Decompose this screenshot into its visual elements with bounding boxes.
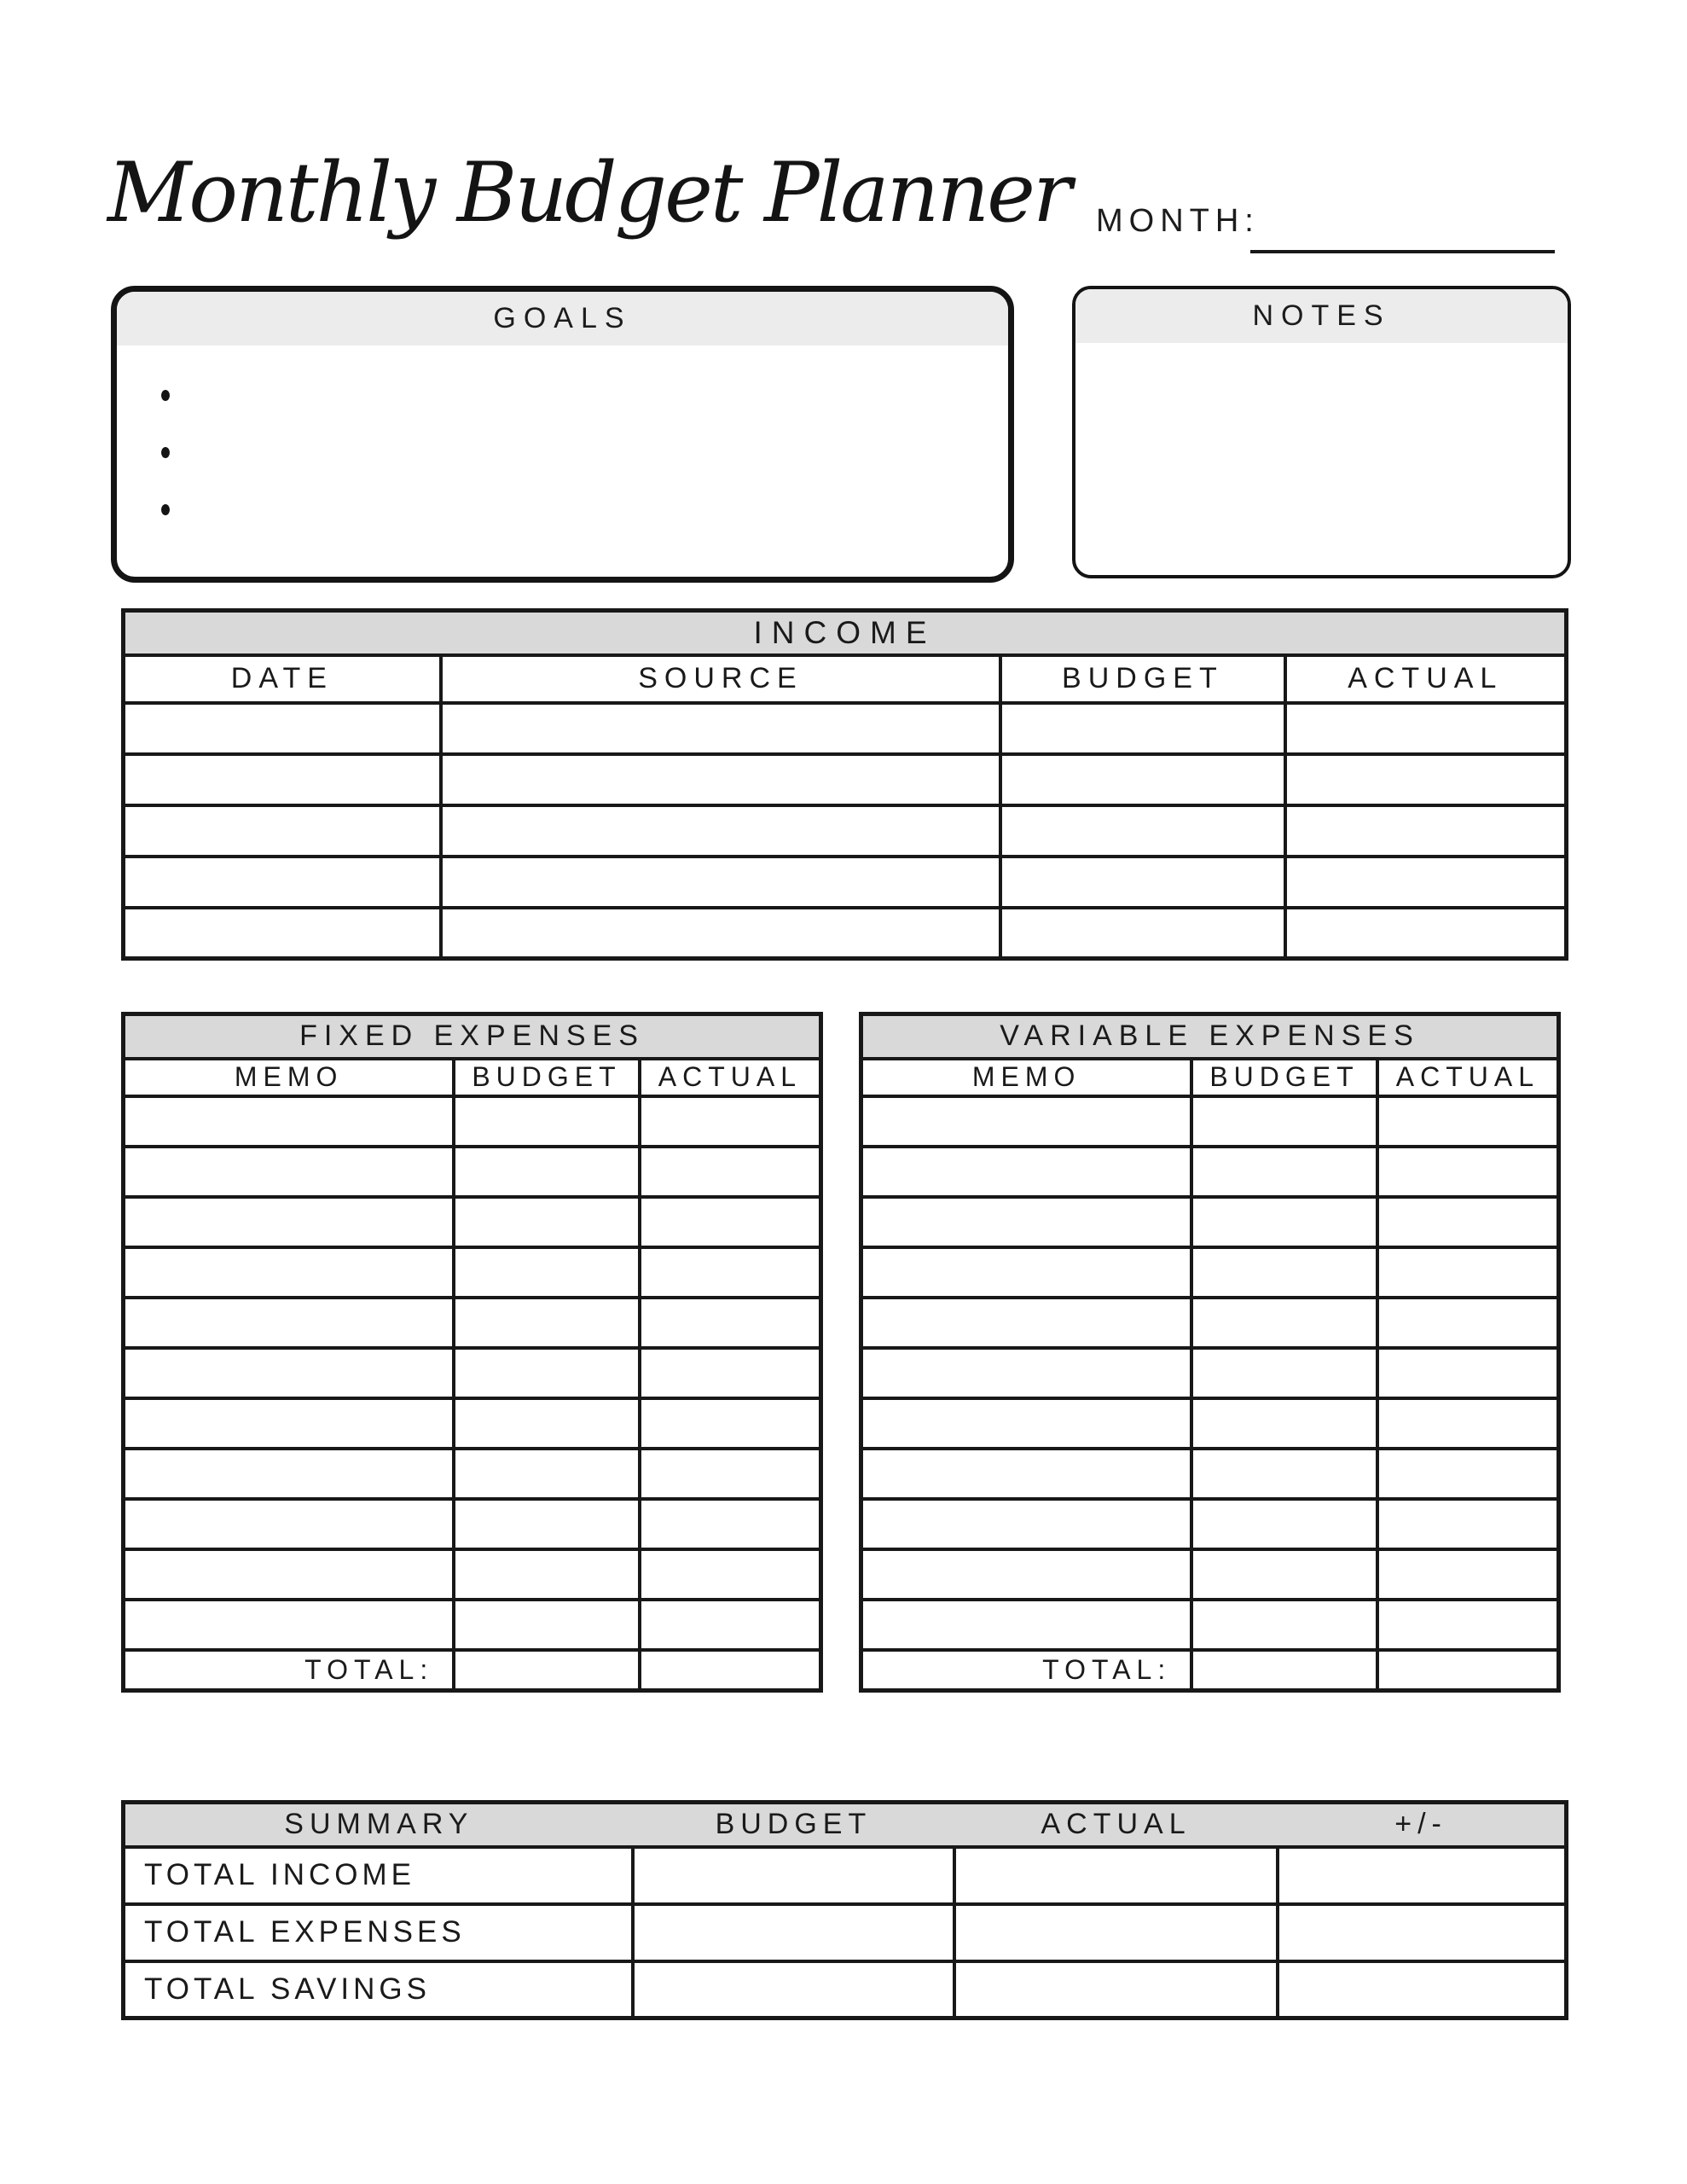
variable-budget-cell[interactable]: [1191, 1600, 1377, 1650]
variable-memo-cell[interactable]: [861, 1147, 1192, 1197]
fixed-expense-row: [124, 1247, 821, 1298]
fixed-expense-row: [124, 1449, 821, 1499]
fixed-budget-cell[interactable]: [454, 1398, 640, 1449]
variable-col-budget: BUDGET: [1191, 1059, 1377, 1096]
income-budget-cell[interactable]: [1000, 857, 1284, 908]
fixed-memo-cell[interactable]: [124, 1298, 455, 1348]
fixed-actual-cell[interactable]: [640, 1499, 821, 1549]
variable-expenses-title: VARIABLE EXPENSES: [861, 1014, 1559, 1059]
bullet-icon: [161, 504, 170, 515]
goals-body: [117, 346, 1008, 577]
fixed-actual-cell[interactable]: [640, 1449, 821, 1499]
fixed-budget-cell[interactable]: [454, 1449, 640, 1499]
fixed-memo-cell[interactable]: [124, 1398, 455, 1449]
variable-expense-row: [861, 1549, 1559, 1600]
notes-header: NOTES: [1075, 289, 1568, 343]
fixed-col-actual: ACTUAL: [640, 1059, 821, 1096]
fixed-memo-cell[interactable]: [124, 1147, 455, 1197]
variable-budget-cell[interactable]: [1191, 1398, 1377, 1449]
summary-row-label: TOTAL SAVINGS: [124, 1961, 633, 2018]
variable-actual-cell[interactable]: [1377, 1600, 1559, 1650]
summary-row-label: TOTAL INCOME: [124, 1847, 633, 1904]
fixed-actual-cell[interactable]: [640, 1549, 821, 1600]
fixed-total-row: [124, 1650, 821, 1691]
variable-memo-cell[interactable]: [861, 1398, 1192, 1449]
variable-actual-cell[interactable]: [1377, 1499, 1559, 1549]
summary-row-label: TOTAL EXPENSES: [124, 1904, 633, 1961]
variable-col-actual: ACTUAL: [1377, 1059, 1559, 1096]
variable-total-row: [861, 1650, 1559, 1691]
variable-expense-row: [861, 1600, 1559, 1650]
income-budget-cell[interactable]: [1000, 703, 1284, 754]
income-budget-cell[interactable]: [1000, 805, 1284, 857]
summary-col-actual: ACTUAL: [954, 1803, 1278, 1847]
bullet-icon: [161, 390, 170, 401]
goal-bullet-item[interactable]: [117, 367, 1008, 424]
variable-actual-cell[interactable]: [1377, 1096, 1559, 1147]
fixed-total-budget-cell[interactable]: [454, 1650, 640, 1691]
fixed-memo-cell[interactable]: [124, 1600, 455, 1650]
variable-actual-cell[interactable]: [1377, 1247, 1559, 1298]
variable-total-actual-cell[interactable]: [1377, 1650, 1559, 1691]
fixed-expense-row: [124, 1348, 821, 1398]
fixed-budget-cell[interactable]: [454, 1298, 640, 1348]
income-source-cell[interactable]: [441, 857, 1000, 908]
income-col-date: DATE: [124, 655, 441, 703]
summary-table: [121, 1800, 1568, 2020]
income-source-cell[interactable]: [441, 805, 1000, 857]
variable-memo-cell[interactable]: [861, 1247, 1192, 1298]
fixed-expense-row: [124, 1549, 821, 1600]
fixed-budget-cell[interactable]: [454, 1348, 640, 1398]
variable-memo-cell[interactable]: [861, 1096, 1192, 1147]
income-row: [124, 703, 1567, 754]
month-input-line[interactable]: [1250, 222, 1555, 253]
income-date-cell[interactable]: [124, 857, 441, 908]
fixed-budget-cell[interactable]: [454, 1096, 640, 1147]
summary-row: [124, 1961, 1567, 2018]
page-title: Monthly Budget Planner: [107, 145, 1070, 241]
fixed-expense-row: [124, 1499, 821, 1549]
summary-actual-cell[interactable]: [954, 1904, 1278, 1961]
fixed-actual-cell[interactable]: [640, 1247, 821, 1298]
income-col-actual: ACTUAL: [1285, 655, 1567, 703]
notes-box: [1072, 286, 1571, 578]
variable-memo-cell[interactable]: [861, 1298, 1192, 1348]
variable-expense-row: [861, 1398, 1559, 1449]
variable-expense-row: [861, 1499, 1559, 1549]
income-source-cell[interactable]: [441, 908, 1000, 959]
fixed-budget-cell[interactable]: [454, 1600, 640, 1650]
variable-budget-cell[interactable]: [1191, 1449, 1377, 1499]
fixed-memo-cell[interactable]: [124, 1499, 455, 1549]
fixed-budget-cell[interactable]: [454, 1549, 640, 1600]
goals-box: [111, 286, 1014, 583]
variable-actual-cell[interactable]: [1377, 1197, 1559, 1247]
income-budget-cell[interactable]: [1000, 908, 1284, 959]
summary-actual-cell[interactable]: [954, 1961, 1278, 2018]
fixed-actual-cell[interactable]: [640, 1147, 821, 1197]
fixed-memo-cell[interactable]: [124, 1247, 455, 1298]
notes-area[interactable]: [1075, 343, 1568, 575]
fixed-memo-cell[interactable]: [124, 1348, 455, 1398]
goal-list: [117, 367, 1008, 538]
variable-memo-cell[interactable]: [861, 1600, 1192, 1650]
variable-expenses-table: [859, 1012, 1561, 1693]
income-actual-cell[interactable]: [1285, 805, 1567, 857]
fixed-expense-row: [124, 1600, 821, 1650]
fixed-budget-cell[interactable]: [454, 1147, 640, 1197]
fixed-col-budget: BUDGET: [454, 1059, 640, 1096]
summary-col-budget: BUDGET: [633, 1803, 954, 1847]
fixed-expense-row: [124, 1398, 821, 1449]
variable-budget-cell[interactable]: [1191, 1499, 1377, 1549]
income-actual-cell[interactable]: [1285, 703, 1567, 754]
variable-actual-cell[interactable]: [1377, 1298, 1559, 1348]
fixed-memo-cell[interactable]: [124, 1449, 455, 1499]
variable-total-budget-cell[interactable]: [1191, 1650, 1377, 1691]
summary-actual-cell[interactable]: [954, 1847, 1278, 1904]
fixed-total-actual-cell[interactable]: [640, 1650, 821, 1691]
income-col-source: SOURCE: [441, 655, 1000, 703]
variable-total-label: TOTAL:: [861, 1650, 1192, 1691]
income-col-budget: BUDGET: [1000, 655, 1284, 703]
variable-memo-cell[interactable]: [861, 1348, 1192, 1398]
summary-col-summary: SUMMARY: [124, 1803, 633, 1847]
summary-plusminus-cell[interactable]: [1278, 1847, 1566, 1904]
fixed-expense-row: [124, 1147, 821, 1197]
fixed-expense-row: [124, 1197, 821, 1247]
fixed-actual-cell[interactable]: [640, 1298, 821, 1348]
income-date-cell[interactable]: [124, 703, 441, 754]
variable-budget-cell[interactable]: [1191, 1247, 1377, 1298]
income-date-cell[interactable]: [124, 754, 441, 805]
income-title: INCOME: [124, 611, 1567, 655]
fixed-actual-cell[interactable]: [640, 1096, 821, 1147]
fixed-expenses-title: FIXED EXPENSES: [124, 1014, 821, 1059]
summary-row: [124, 1847, 1567, 1904]
variable-memo-cell[interactable]: [861, 1549, 1192, 1600]
variable-budget-cell[interactable]: [1191, 1197, 1377, 1247]
variable-actual-cell[interactable]: [1377, 1398, 1559, 1449]
summary-plusminus-cell[interactable]: [1278, 1961, 1566, 2018]
income-source-cell[interactable]: [441, 703, 1000, 754]
fixed-budget-cell[interactable]: [454, 1247, 640, 1298]
income-actual-cell[interactable]: [1285, 857, 1567, 908]
fixed-actual-cell[interactable]: [640, 1398, 821, 1449]
fixed-memo-cell[interactable]: [124, 1549, 455, 1600]
fixed-col-memo: MEMO: [124, 1059, 455, 1096]
variable-expense-row: [861, 1247, 1559, 1298]
variable-actual-cell[interactable]: [1377, 1147, 1559, 1197]
income-row: [124, 857, 1567, 908]
fixed-memo-cell[interactable]: [124, 1096, 455, 1147]
summary-row: [124, 1904, 1567, 1961]
income-row: [124, 908, 1567, 959]
fixed-total-label: TOTAL:: [124, 1650, 455, 1691]
variable-expense-row: [861, 1096, 1559, 1147]
fixed-actual-cell[interactable]: [640, 1600, 821, 1650]
fixed-expense-row: [124, 1096, 821, 1147]
variable-memo-cell[interactable]: [861, 1197, 1192, 1247]
income-source-cell[interactable]: [441, 754, 1000, 805]
variable-budget-cell[interactable]: [1191, 1147, 1377, 1197]
variable-col-memo: MEMO: [861, 1059, 1192, 1096]
month-label: MONTH:: [1096, 203, 1260, 239]
summary-budget-cell[interactable]: [633, 1904, 954, 1961]
income-date-cell[interactable]: [124, 908, 441, 959]
variable-budget-cell[interactable]: [1191, 1348, 1377, 1398]
income-budget-cell[interactable]: [1000, 754, 1284, 805]
variable-actual-cell[interactable]: [1377, 1449, 1559, 1499]
variable-budget-cell[interactable]: [1191, 1096, 1377, 1147]
variable-expense-row: [861, 1197, 1559, 1247]
variable-budget-cell[interactable]: [1191, 1298, 1377, 1348]
goal-bullet-item[interactable]: [117, 481, 1008, 538]
summary-plusminus-cell[interactable]: [1278, 1904, 1566, 1961]
variable-actual-cell[interactable]: [1377, 1549, 1559, 1600]
fixed-actual-cell[interactable]: [640, 1348, 821, 1398]
income-actual-cell[interactable]: [1285, 754, 1567, 805]
summary-budget-cell[interactable]: [633, 1961, 954, 2018]
income-row: [124, 754, 1567, 805]
variable-expense-row: [861, 1348, 1559, 1398]
goal-bullet-item[interactable]: [117, 424, 1008, 481]
income-table: [121, 608, 1568, 961]
summary-col-plusminus: +/-: [1278, 1803, 1566, 1847]
bullet-icon: [161, 447, 170, 458]
variable-memo-cell[interactable]: [861, 1449, 1192, 1499]
income-row: [124, 805, 1567, 857]
summary-budget-cell[interactable]: [633, 1847, 954, 1904]
variable-budget-cell[interactable]: [1191, 1549, 1377, 1600]
variable-expense-row: [861, 1449, 1559, 1499]
fixed-expense-row: [124, 1298, 821, 1348]
variable-actual-cell[interactable]: [1377, 1348, 1559, 1398]
goals-header: GOALS: [117, 292, 1008, 346]
fixed-budget-cell[interactable]: [454, 1197, 640, 1247]
income-date-cell[interactable]: [124, 805, 441, 857]
income-actual-cell[interactable]: [1285, 908, 1567, 959]
fixed-expenses-table: [121, 1012, 823, 1693]
fixed-memo-cell[interactable]: [124, 1197, 455, 1247]
fixed-budget-cell[interactable]: [454, 1499, 640, 1549]
variable-expense-row: [861, 1298, 1559, 1348]
variable-memo-cell[interactable]: [861, 1499, 1192, 1549]
fixed-actual-cell[interactable]: [640, 1197, 821, 1247]
variable-expense-row: [861, 1147, 1559, 1197]
